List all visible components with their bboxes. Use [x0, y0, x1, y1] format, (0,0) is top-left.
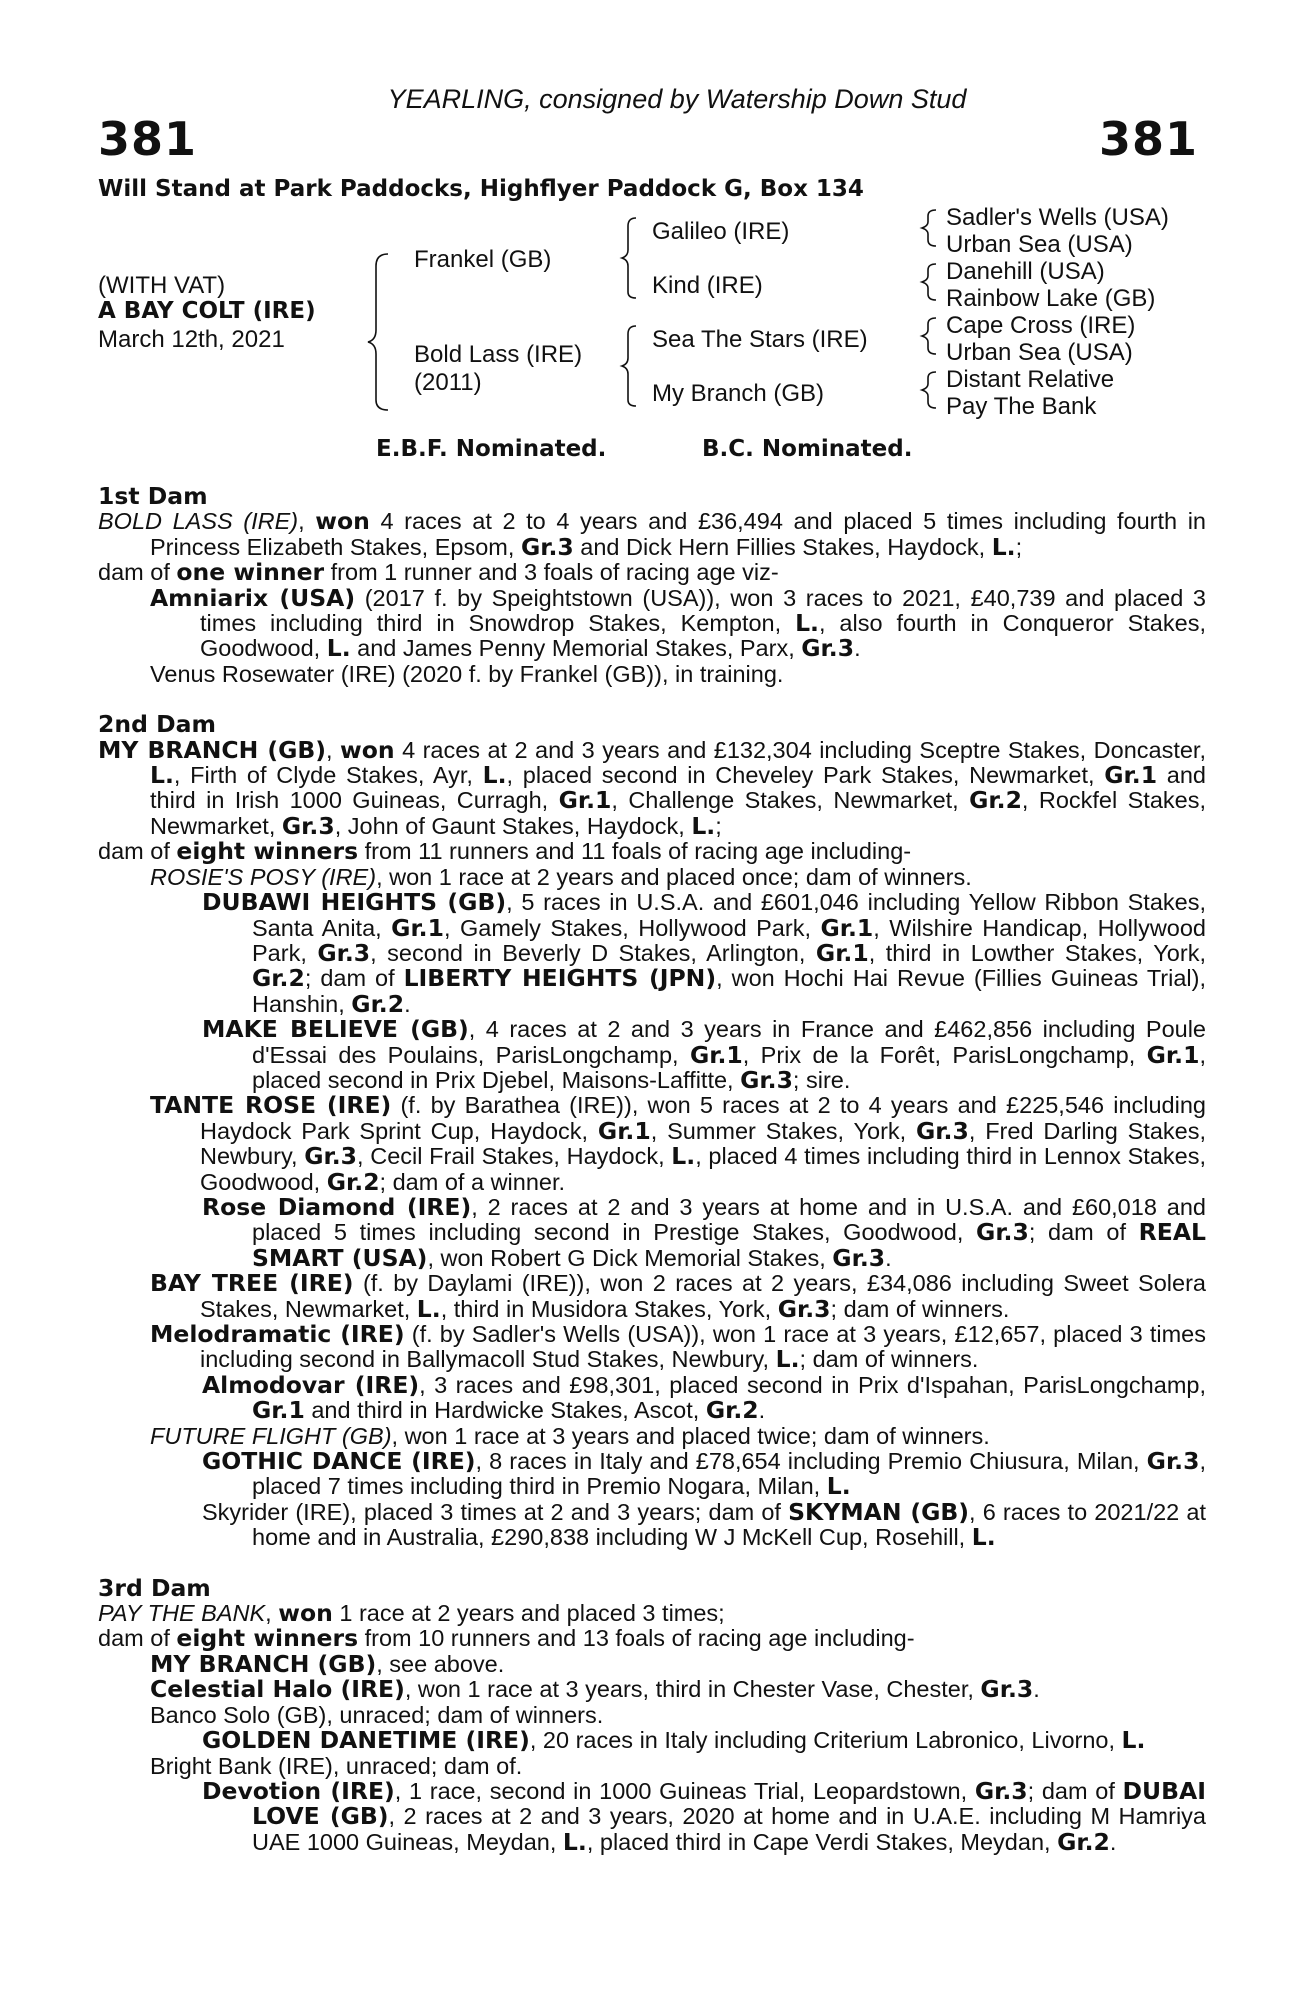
bold-run: REAL SMART (USA) — [252, 1218, 1206, 1272]
gen3-3: Danehill (USA) — [946, 258, 1105, 285]
produce-entry — [98, 662, 1206, 687]
bold-run: Gr.2 — [351, 989, 405, 1018]
produce-entry — [98, 1677, 1206, 1702]
text-run: . — [758, 1397, 766, 1424]
produce-entry — [98, 1192, 1206, 1272]
bold-run: L. — [150, 761, 174, 790]
bold-run: L. — [991, 532, 1016, 561]
third-dam-record — [98, 1601, 1206, 1626]
text-run: , John of Gaunt Stakes, Haydock, — [334, 812, 692, 839]
brace-dam — [622, 326, 636, 406]
second-dam-record — [98, 735, 1206, 840]
bold-run: Gr.2 — [252, 964, 305, 993]
bold-run: L. — [1121, 1726, 1146, 1755]
text-run: and third in Irish 1000 Guineas, Curragh, — [150, 762, 1206, 814]
bold-run: Gr.1 — [1146, 1040, 1200, 1069]
text-run: dam of — [98, 559, 177, 586]
bold-run: Gr.3 — [740, 1065, 793, 1094]
text-run: , won 1 race at 3 years, third in Chester Vase, Chester, — [404, 1676, 981, 1703]
bold-run: Gr.1 — [252, 1396, 305, 1425]
text-run: , 2 races at 2 and 3 years at home and in U.S.A. and £60,018 and placed 5 times including second in Prestige Stakes, Goodwood, — [252, 1193, 1206, 1246]
bc-nominated: B.C. Nominated. — [702, 436, 913, 462]
italic-run: BOLD LASS (IRE) — [98, 508, 299, 535]
bold-run: Gr.2 — [1057, 1827, 1110, 1856]
text-run: , — [298, 508, 316, 535]
text-run: , see above. — [376, 1650, 505, 1677]
text-run: , placed 4 times including third in Lennox Stakes, Goodwood, — [200, 1143, 1206, 1195]
bold-run: L. — [775, 1345, 800, 1374]
text-run: 4 races at 2 to 4 years and £36,494 and placed 5 times including fourth in Princess Elizabeth Stakes, Epsom, — [150, 508, 1206, 560]
produce-entry — [98, 1449, 1206, 1500]
text-run: . — [1109, 1828, 1117, 1855]
gen3-8: Pay The Bank — [946, 393, 1097, 420]
text-run: . — [1033, 1676, 1040, 1703]
bold-run: Rose Diamond (IRE) — [202, 1192, 472, 1221]
text-run: ; sire. — [792, 1066, 851, 1093]
produce-entry — [98, 1728, 1206, 1753]
text-run: (f. by Sadler's Wells (USA)), won 1 race at 3 years, £12,657, placed 3 times including second in Ballymacoll Stud Stakes, Newbury, — [200, 1321, 1206, 1373]
text-run: and Dick Hern Fillies Stakes, Haydock, — [573, 533, 992, 560]
bold-run: GOLDEN DANETIME (IRE) — [202, 1726, 530, 1755]
text-run: ; dam of — [304, 965, 404, 992]
bold-run: won — [340, 735, 395, 764]
bold-run: SKYMAN (GB) — [788, 1497, 970, 1526]
bold-run: BAY TREE (IRE) — [150, 1269, 354, 1298]
ebf-nominated: E.B.F. Nominated. — [376, 436, 607, 462]
bold-run: Gr.2 — [969, 786, 1022, 815]
text-run: , 2 races at 2 and 3 years, 2020 at home and in U.A.E. including M Hamriya UAE 1000 Guineas, Meydan, — [252, 1803, 1206, 1855]
brace-g2 — [922, 264, 936, 300]
bold-run: LIBERTY HEIGHTS (JPN) — [403, 964, 717, 993]
produce-entry — [98, 1776, 1206, 1856]
text-run: , Prix de la Forêt, ParisLongchamp, — [742, 1041, 1147, 1068]
bold-run: Gr.3 — [520, 532, 574, 561]
text-run: , also fourth in Conqueror Stakes, Goodwood, — [200, 610, 1206, 662]
italic-run: PAY THE BANK — [98, 1600, 266, 1627]
text-run: . — [854, 635, 861, 662]
bold-run: Gr.3 — [304, 1142, 358, 1171]
gen3-5: Cape Cross (IRE) — [946, 312, 1136, 339]
text-run: Venus Rosewater (IRE) (2020 f. by Frankel (GB)), in training. — [150, 660, 784, 687]
bold-run: Gr.1 — [1104, 761, 1158, 790]
bold-run: eight winners — [176, 837, 359, 866]
bold-run: L. — [416, 1294, 441, 1323]
gen3-2: Urban Sea (USA) — [946, 231, 1133, 258]
bold-run: L. — [971, 1523, 996, 1552]
brace-main — [368, 254, 388, 410]
text-run: , Firth of Clyde Stakes, Ayr, — [173, 762, 483, 789]
bold-run: L. — [482, 761, 507, 790]
brace-sire — [622, 218, 636, 298]
bold-run: Gr.3 — [832, 1243, 886, 1272]
bold-run: DUBAI LOVE (GB) — [252, 1776, 1206, 1831]
gen3-1: Sadler's Wells (USA) — [946, 204, 1169, 231]
text-run: 1 race at 2 years and placed 3 times; — [332, 1600, 725, 1627]
bold-run: Devotion (IRE) — [202, 1776, 395, 1805]
text-run: , 8 races in Italy and £78,654 including Premio Chiusura, Milan, — [475, 1448, 1147, 1475]
produce-entry — [98, 1093, 1206, 1195]
text-run: , 20 races in Italy including Criterium Labronico, Livorno, — [529, 1727, 1122, 1754]
bold-run: L. — [691, 811, 716, 840]
bold-run: L. — [671, 1142, 696, 1171]
text-run: , Wilshire Handicap, Hollywood Park, — [252, 914, 1206, 966]
text-run: , Summer Stakes, York, — [650, 1117, 917, 1144]
bold-run: L. — [562, 1827, 587, 1856]
text-run: (f. by Daylami (IRE)), won 2 races at 2 years, £34,086 including Sweet Solera Stakes, Newmarket, — [200, 1270, 1206, 1322]
text-run: (f. by Barathea (IRE)), won 5 races at 2 to 4 years and £225,546 including Haydock Park Sprint Cup, Haydock, — [200, 1092, 1206, 1144]
bold-run: Almodovar (IRE) — [202, 1370, 420, 1399]
dam-sire-name: Sea The Stars (IRE) — [652, 326, 868, 353]
brace-g1 — [922, 210, 936, 246]
bold-run: MY BRANCH (GB) — [150, 1649, 377, 1678]
bold-run: DUBAWI HEIGHTS (GB) — [202, 888, 507, 917]
text-run: , placed second in Prix Djebel, Maisons-Laffitte, — [252, 1041, 1206, 1093]
bold-run: GOTHIC DANCE (IRE) — [202, 1447, 476, 1476]
text-run: ; dam of winners. — [799, 1346, 979, 1373]
bold-run: MY BRANCH (GB) — [98, 735, 327, 764]
bold-run: L. — [795, 609, 819, 638]
produce-entry — [98, 583, 1206, 663]
bold-run: one winner — [176, 558, 325, 587]
text-run: , Gamely Stakes, Hollywood Park, — [443, 914, 821, 941]
sire-dam-name: Kind (IRE) — [652, 272, 763, 299]
lot-number-right: 381 — [1098, 112, 1198, 166]
second-dam-heading: 2nd Dam — [98, 710, 216, 739]
text-run: Bright Bank (IRE), unraced; dam of. — [150, 1752, 523, 1779]
text-run: , won Robert G Dick Memorial Stakes, — [427, 1244, 833, 1271]
text-run: Banco Solo (GB), unraced; dam of winners. — [150, 1701, 604, 1728]
text-run: ; dam of — [1028, 1219, 1139, 1246]
text-run: , Rockfel Stakes, Newmarket, — [150, 787, 1206, 839]
third-dam-heading: 3rd Dam — [98, 1573, 211, 1602]
text-run: , 6 races to 2021/22 at home and in Australia, £290,838 including W J McKell Cup, Rosehill, — [252, 1498, 1206, 1551]
bold-run: Gr.2 — [326, 1167, 380, 1196]
bold-run: MAKE BELIEVE (GB) — [202, 1015, 469, 1044]
bold-run: Gr.1 — [558, 786, 612, 815]
text-run: , Fred Darling Stakes, Newbury, — [200, 1117, 1206, 1170]
text-run: , third in Musidora Stakes, York, — [440, 1295, 778, 1322]
text-run: . — [404, 990, 411, 1017]
bold-run: Gr.3 — [1146, 1447, 1200, 1476]
produce-entry — [98, 1370, 1206, 1425]
stand-location: Will Stand at Park Paddocks, Highflyer Paddock G, Box 134 — [98, 176, 864, 202]
text-run: dam of — [98, 1625, 177, 1652]
bold-run: Gr.3 — [317, 938, 371, 967]
produce-entry — [98, 1703, 1206, 1728]
italic-run: FUTURE FLIGHT (GB) — [150, 1422, 392, 1449]
text-run: , 3 races and £98,301, placed second in Prix d'Ispahan, ParisLongchamp, — [419, 1371, 1206, 1398]
text-run: , placed 7 times including third in Premio Nogara, Milan, — [252, 1448, 1206, 1500]
bold-run: Melodramatic (IRE) — [150, 1320, 405, 1348]
text-run: dam of — [98, 838, 177, 865]
brace-g3 — [922, 318, 936, 354]
bold-run: Gr.3 — [976, 1218, 1029, 1247]
text-run: from 10 runners and 13 foals of racing age including- — [358, 1625, 915, 1652]
bold-run: Gr.1 — [820, 913, 874, 942]
bold-run: Gr.1 — [391, 913, 444, 942]
bold-run: Gr.3 — [980, 1675, 1034, 1704]
text-run: , 5 races in U.S.A. and £601,046 including Yellow Ribbon Stakes, Santa Anita, — [252, 889, 1206, 941]
text-run: , 1 race, second in 1000 Guineas Trial, Leopardstown, — [394, 1777, 975, 1804]
second-dam-produce-summary — [98, 839, 1206, 864]
text-run: , — [265, 1600, 279, 1627]
text-run: , won 1 race at 3 years and placed twice; dam of winners. — [391, 1422, 990, 1449]
produce-entry — [98, 1497, 1206, 1552]
brace-g4 — [922, 372, 936, 408]
text-run: from 11 runners and 11 foals of racing age including- — [358, 838, 912, 865]
produce-entry — [98, 890, 1206, 1017]
text-run: , won Hochi Hai Revue (Fillies Guineas Trial), Hanshin, — [252, 965, 1206, 1017]
bold-run: Amniarix (USA) — [150, 583, 356, 612]
text-run: . — [885, 1244, 892, 1271]
text-run: , third in Lowther Stakes, York, — [868, 939, 1206, 966]
text-run: and third in Hardwicke Stakes, Ascot, — [304, 1397, 706, 1424]
consignment-subtitle: YEARLING, consigned by Watership Down Stud — [387, 84, 967, 114]
text-run: , placed second in Cheveley Park Stakes, Newmarket, — [506, 762, 1105, 789]
vat-note: (WITH VAT) — [98, 272, 226, 299]
sire-sire-name: Galileo (IRE) — [652, 218, 790, 245]
bold-run: L. — [326, 634, 351, 663]
bold-run: Gr.1 — [689, 1040, 743, 1069]
produce-entry — [98, 865, 1206, 890]
catalogue-body — [98, 484, 1206, 1855]
produce-entry — [98, 1271, 1206, 1322]
bold-run: TANTE ROSE (IRE) — [150, 1091, 392, 1120]
italic-run: ROSIE'S POSY (IRE) — [150, 863, 377, 890]
bold-run: Celestial Halo (IRE) — [150, 1675, 405, 1704]
bold-run: Gr.3 — [974, 1776, 1028, 1805]
text-run: and James Penny Memorial Stakes, Parx, — [350, 635, 802, 662]
bold-run: won — [278, 1599, 333, 1628]
text-run: , second in Beverly D Stakes, Arlington, — [370, 939, 816, 966]
bold-run: Gr.1 — [815, 938, 869, 967]
text-run: , 4 races at 2 and 3 years in France and £462,856 including Poule d'Essai des Poulains, ParisLongchamp, — [252, 1016, 1207, 1068]
bold-run: eight winners — [176, 1624, 359, 1653]
sire-name: Frankel (GB) — [414, 246, 552, 273]
horse-name: A BAY COLT (IRE) — [98, 298, 316, 324]
bold-run: L. — [826, 1472, 851, 1501]
dam-name: Bold Lass (IRE) — [414, 341, 583, 368]
text-run: ; — [715, 812, 722, 839]
first-dam-heading: 1st Dam — [98, 482, 208, 510]
gen3-7: Distant Relative — [946, 366, 1115, 393]
bold-run: Gr.3 — [281, 811, 335, 840]
text-run: Skyrider (IRE), placed 3 times at 2 and 3 years; dam of — [202, 1498, 789, 1525]
first-dam-produce-summary — [98, 560, 1206, 585]
bold-run: Gr.3 — [777, 1294, 831, 1323]
text-run: ; dam of a winner. — [379, 1168, 566, 1195]
gen3-6: Urban Sea (USA) — [946, 339, 1133, 366]
text-run: ; dam of — [1027, 1777, 1123, 1804]
text-run: , won 1 race at 2 years and placed once; dam of winners. — [376, 863, 972, 890]
text-run: (2017 f. by Speightstown (USA)), won 3 races to 2021, £40,739 and placed 3 times including third in Snowdrop Stakes, Kempton, — [200, 584, 1206, 637]
text-run: , placed third in Cape Verdi Stakes, Meydan, — [586, 1828, 1058, 1855]
produce-entry — [98, 1424, 1206, 1449]
produce-entry — [98, 1322, 1206, 1373]
text-run: , Cecil Frail Stakes, Haydock, — [357, 1143, 672, 1170]
produce-entry — [98, 1649, 1206, 1678]
produce-entry — [98, 1017, 1206, 1093]
text-run: 4 races at 2 and 3 years and £132,304 including Sceptre Stakes, Doncaster, — [394, 736, 1206, 763]
text-run: , — [326, 736, 341, 763]
gen3-4: Rainbow Lake (GB) — [946, 285, 1156, 312]
bold-run: Gr.1 — [597, 1116, 651, 1145]
bold-run: Gr.3 — [801, 634, 855, 663]
dam-dam-name: My Branch (GB) — [652, 380, 825, 407]
bold-run: Gr.3 — [916, 1116, 969, 1145]
text-run: ; — [1015, 533, 1023, 560]
text-run: , Challenge Stakes, Newmarket, — [611, 787, 970, 814]
produce-entry — [98, 1754, 1206, 1779]
first-dam-record — [98, 509, 1206, 560]
third-dam-produce-summary — [98, 1626, 1206, 1651]
horse-dob: March 12th, 2021 — [98, 326, 285, 353]
lot-number-left: 381 — [98, 112, 198, 166]
dam-year: (2011) — [414, 369, 482, 396]
bold-run: Gr.2 — [705, 1396, 759, 1425]
text-run: from 1 runner and 3 foals of racing age viz- — [324, 559, 779, 586]
bold-run: won — [315, 507, 370, 536]
text-run: ; dam of winners. — [830, 1295, 1010, 1322]
